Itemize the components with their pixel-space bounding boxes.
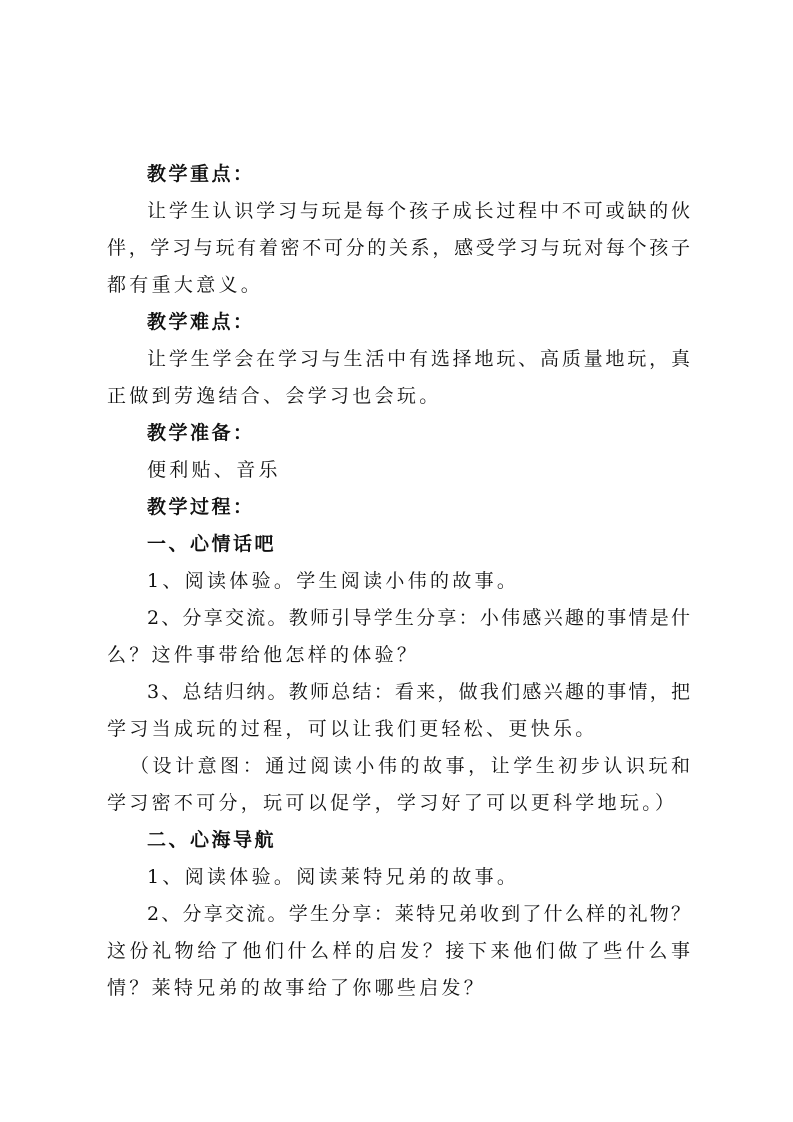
paragraph-line: 让学生学会在学习与生活中有选择地玩、高质量地玩，真: [147, 348, 690, 370]
paragraph-line: 伴，学习与玩有着密不可分的关系，感受学习与玩对每个孩子: [107, 237, 690, 259]
section-heading: 教学难点：: [147, 311, 255, 333]
paragraph-line: 都有重大意义。: [107, 274, 264, 296]
paragraph-line: 2、分享交流。学生分享：莱特兄弟收到了什么样的礼物？: [147, 903, 690, 925]
paragraph-line: 么？这件事带给他怎样的体验？: [107, 644, 420, 666]
section-heading: 教学过程：: [147, 496, 255, 518]
paragraph-line: （设计意图：通过阅读小伟的故事，让学生初步认识玩和: [130, 755, 690, 777]
paragraph-line: 正做到劳逸结合、会学习也会玩。: [107, 385, 442, 407]
paragraph-line: 让学生认识学习与玩是每个孩子成长过程中不可或缺的伙: [147, 200, 690, 222]
section-heading: 教学重点：: [147, 163, 255, 185]
section-heading: 一、心情话吧: [147, 533, 277, 555]
section-heading: 二、心海导航: [147, 829, 277, 851]
section-heading: 教学准备：: [147, 422, 255, 444]
document-page: [107, 156, 690, 1007]
paragraph-line: 这份礼物给了他们什么样的启发？接下来他们做了些什么事: [107, 940, 690, 962]
paragraph-line: 3、总结归纳。教师总结：看来，做我们感兴趣的事情，把: [147, 681, 690, 703]
paragraph-line: 1、阅读体验。学生阅读小伟的故事。: [147, 570, 520, 592]
paragraph-line: 便利贴、音乐: [147, 459, 281, 481]
paragraph-line: 学习密不可分，玩可以促学，学习好了可以更科学地玩。）: [107, 792, 678, 814]
paragraph-line: 学习当成玩的过程，可以让我们更轻松、更快乐。: [107, 718, 598, 740]
paragraph-line: 情？莱特兄弟的故事给了你哪些启发？: [107, 977, 487, 999]
paragraph-line: 1、阅读体验。阅读莱特兄弟的故事。: [147, 866, 520, 888]
paragraph-line: 2、分享交流。教师引导学生分享：小伟感兴趣的事情是什: [147, 607, 690, 629]
